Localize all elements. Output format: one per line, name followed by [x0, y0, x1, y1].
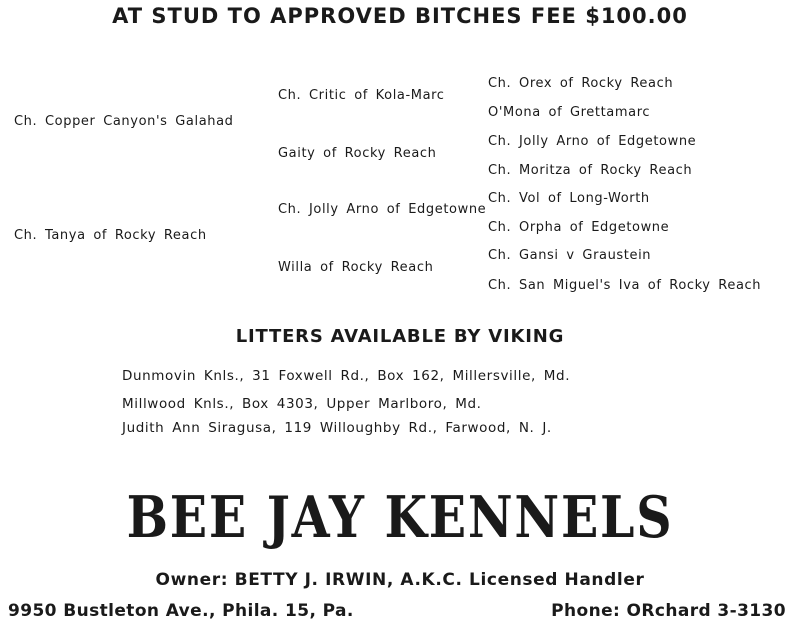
pedigree-gen3-6: Ch. Orpha of Edgetowne	[488, 220, 670, 235]
stud-fee-headline: AT STUD TO APPROVED BITCHES FEE $100.00	[112, 4, 688, 28]
litter-line: Dunmovin Knls., 31 Foxwell Rd., Box 162, Millersville, Md.	[122, 368, 571, 384]
pedigree-dam: Ch. Tanya of Rocky Reach	[14, 228, 207, 243]
litter-line: Judith Ann Siragusa, 119 Willoughby Rd., Farwood, N. J.	[122, 420, 552, 436]
litters-heading: LITTERS AVAILABLE BY VIKING	[235, 326, 565, 347]
pedigree-sire-dam: Gaity of Rocky Reach	[278, 146, 437, 161]
kennel-name: BEE JAY KENNELS	[126, 484, 674, 551]
kennel-phone: Phone: ORchard 3-3130	[551, 601, 786, 621]
owner-line: Owner: BETTY J. IRWIN, A.K.C. Licensed Handler	[155, 570, 645, 590]
pedigree-sire: Ch. Copper Canyon's Galahad	[14, 114, 234, 129]
pedigree-gen3-3: Ch. Jolly Arno of Edgetowne	[488, 134, 697, 149]
pedigree-dam-dam: Willa of Rocky Reach	[278, 260, 434, 275]
pedigree-sire-sire: Ch. Critic of Kola-Marc	[278, 88, 445, 103]
pedigree-gen3-5: Ch. Vol of Long-Worth	[488, 191, 650, 206]
pedigree-gen3-1: Ch. Orex of Rocky Reach	[488, 76, 674, 91]
kennel-address: 9950 Bustleton Ave., Phila. 15, Pa.	[8, 601, 354, 621]
pedigree-gen3-8: Ch. San Miguel's Iva of Rocky Reach	[488, 278, 762, 293]
litter-line: Millwood Knls., Box 4303, Upper Marlboro, Md.	[122, 396, 482, 412]
pedigree-gen3-2: O'Mona of Grettamarc	[488, 105, 651, 120]
pedigree-gen3-7: Ch. Gansi v Graustein	[488, 248, 652, 263]
pedigree-gen3-4: Ch. Moritza of Rocky Reach	[488, 163, 693, 178]
pedigree-dam-sire: Ch. Jolly Arno of Edgetowne	[278, 202, 487, 217]
